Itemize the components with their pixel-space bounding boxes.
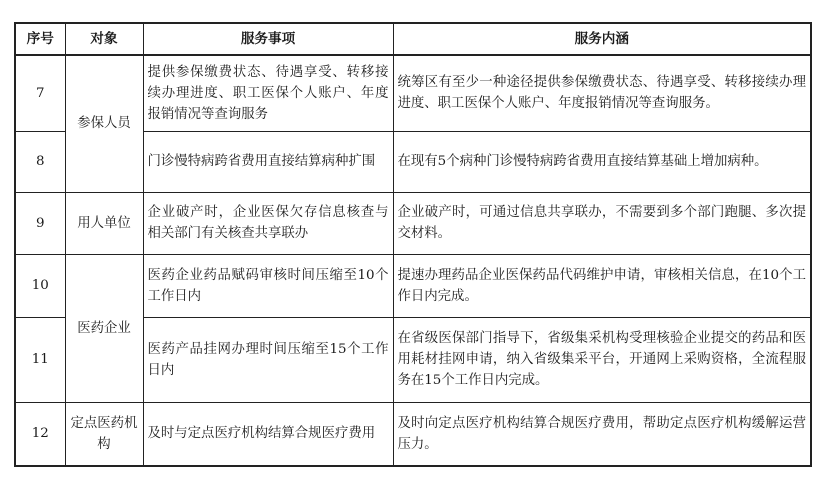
table-row — [15, 254, 811, 317]
row-object: 用人单位 — [65, 192, 143, 254]
row-item: 企业破产时，企业医保欠存信息核查与相关部门有关核查共享联办 — [143, 192, 393, 254]
table-row — [15, 55, 811, 131]
row-seq: 10 — [15, 254, 65, 317]
row-content: 企业破产时，可通过信息共享联办，不需要到多个部门跑腿、多次提交材料。 — [393, 192, 811, 254]
row-content: 在省级医保部门指导下，省级集采机构受理核验企业提交的药品和医用耗材挂网申请，纳入省级集采平台，开通网上采购资格，全流程服务在15个工作日内完成。 — [393, 317, 811, 402]
row-item: 医药企业药品赋码审核时间压缩至10个工作日内 — [143, 254, 393, 317]
header-object: 对象 — [65, 23, 143, 55]
header-seq: 序号 — [15, 23, 65, 55]
row-content: 及时向定点医疗机构结算合规医疗费用，帮助定点医疗机构缓解运营压力。 — [393, 402, 811, 466]
header-content: 服务内涵 — [393, 23, 811, 55]
table-header-row — [15, 23, 811, 55]
row-object: 定点医药机构 — [65, 402, 143, 466]
row-seq: 11 — [15, 317, 65, 402]
row-seq: 7 — [15, 55, 65, 131]
row-seq: 8 — [15, 131, 65, 192]
row-item: 门诊慢特病跨省费用直接结算病种扩围 — [143, 131, 393, 192]
table-row — [15, 192, 811, 254]
service-table-wrapper — [14, 22, 812, 467]
row-content: 统筹区有至少一种途径提供参保缴费状态、待遇享受、转移接续办理进度、职工医保个人账户、年度报销情况等查询服务。 — [393, 55, 811, 131]
row-seq: 9 — [15, 192, 65, 254]
row-content: 提速办理药品企业医保药品代码维护申请，审核相关信息，在10个工作日内完成。 — [393, 254, 811, 317]
row-seq: 12 — [15, 402, 65, 466]
header-item: 服务事项 — [143, 23, 393, 55]
row-object: 参保人员 — [65, 55, 143, 192]
row-item: 及时与定点医疗机构结算合规医疗费用 — [143, 402, 393, 466]
table-row — [15, 402, 811, 466]
row-object: 医药企业 — [65, 254, 143, 402]
row-item: 提供参保缴费状态、待遇享受、转移接续办理进度、职工医保个人账户、年度报销情况等查询服务 — [143, 55, 393, 131]
row-content: 在现有5个病种门诊慢特病跨省费用直接结算基础上增加病种。 — [393, 131, 811, 192]
service-table — [14, 22, 812, 467]
row-item: 医药产品挂网办理时间压缩至15个工作日内 — [143, 317, 393, 402]
